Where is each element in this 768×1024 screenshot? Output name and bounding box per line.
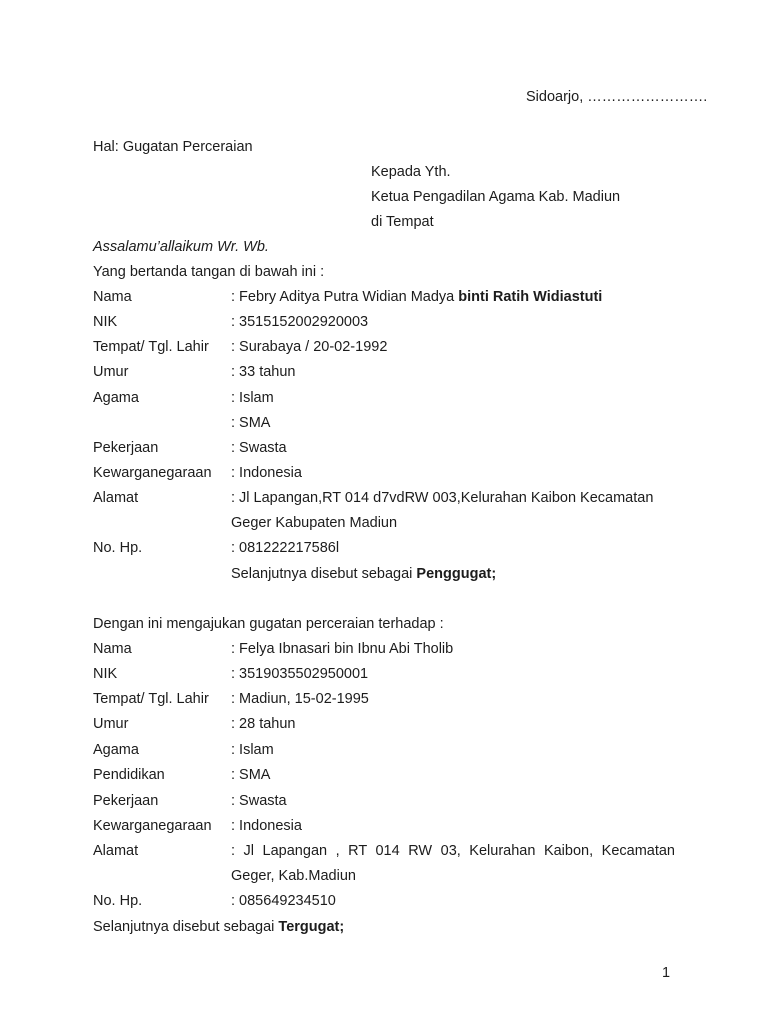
recipient-line-3: di Tempat bbox=[371, 214, 434, 230]
defendant-alamat-value-1: : Jl Lapangan , RT 014 RW 03, Kelurahan Kaibon, Kecamatan bbox=[231, 843, 675, 859]
plaintiff-ttl-value: : Surabaya / 20-02-1992 bbox=[231, 339, 388, 355]
plaintiff-pekerjaan-value: : Swasta bbox=[231, 440, 287, 456]
defendant-hp-label: No. Hp. bbox=[93, 893, 143, 909]
plaintiff-kwn-value: : Indonesia bbox=[231, 465, 302, 481]
defendant-alamat-label: Alamat bbox=[93, 843, 139, 859]
defendant-pendidikan-label: Pendidikan bbox=[93, 767, 165, 783]
defendant-nik-value: : 3519035502950001 bbox=[231, 666, 369, 682]
plaintiff-nik-label: NIK bbox=[93, 314, 118, 330]
plaintiff-ttl-label: Tempat/ Tgl. Lahir bbox=[93, 339, 209, 355]
defendant-pekerjaan-value: : Swasta bbox=[231, 793, 287, 809]
plaintiff-agama-label: Agama bbox=[93, 390, 139, 406]
plaintiff-alamat-value-2: Geger Kabupaten Madiun bbox=[231, 515, 398, 531]
recipient-line-2: Ketua Pengadilan Agama Kab. Madiun bbox=[371, 189, 621, 205]
plaintiff-kwn-label: Kewarganegaraan bbox=[93, 465, 212, 481]
defendant-ttl-value: : Madiun, 15-02-1995 bbox=[231, 691, 369, 707]
defendant-nik-label: NIK bbox=[93, 666, 118, 682]
defendant-alamat-value-2: Geger, Kab.Madiun bbox=[231, 868, 356, 884]
plaintiff-umur-value: : 33 tahun bbox=[231, 364, 296, 380]
defendant-nama-value: : Felya Ibnasari bin Ibnu Abi Tholib bbox=[231, 641, 454, 657]
defendant-agama-label: Agama bbox=[93, 742, 139, 758]
defendant-umur-label: Umur bbox=[93, 716, 129, 732]
defendant-pendidikan-value: : SMA bbox=[231, 767, 271, 783]
defendant-umur-value: : 28 tahun bbox=[231, 716, 296, 732]
defendant-pekerjaan-label: Pekerjaan bbox=[93, 793, 159, 809]
defendant-designation: Selanjutnya disebut sebagai Tergugat; bbox=[93, 919, 345, 935]
plaintiff-hp-label: No. Hp. bbox=[93, 540, 143, 556]
plaintiff-nik-value: : 3515152002920003 bbox=[231, 314, 369, 330]
place-date: Sidoarjo, ……………………. bbox=[526, 89, 708, 105]
plaintiff-pendidikan-value: : SMA bbox=[231, 415, 271, 431]
plaintiff-nama-value: : Febry Aditya Putra Widian Madya binti Ratih Widiastuti bbox=[231, 289, 603, 305]
defendant-hp-value: : 085649234510 bbox=[231, 893, 336, 909]
letter-subject: Hal: Gugatan Perceraian bbox=[93, 139, 253, 155]
plaintiff-agama-value: : Islam bbox=[231, 390, 274, 406]
plaintiff-alamat-label: Alamat bbox=[93, 490, 139, 506]
plaintiff-umur-label: Umur bbox=[93, 364, 129, 380]
plaintiff-alamat-value-1: : Jl Lapangan,RT 014 d7vdRW 003,Kelurahan Kaibon Kecamatan bbox=[231, 490, 654, 506]
transition-text: Dengan ini mengajukan gugatan perceraian terhadap : bbox=[93, 616, 444, 632]
defendant-ttl-label: Tempat/ Tgl. Lahir bbox=[93, 691, 209, 707]
plaintiff-designation: Selanjutnya disebut sebagai Penggugat; bbox=[231, 566, 497, 582]
defendant-nama-label: Nama bbox=[93, 641, 132, 657]
intro-text: Yang bertanda tangan di bawah ini : bbox=[93, 264, 325, 280]
page-number: 1 bbox=[662, 965, 671, 981]
defendant-kwn-value: : Indonesia bbox=[231, 818, 302, 834]
plaintiff-pekerjaan-label: Pekerjaan bbox=[93, 440, 159, 456]
plaintiff-hp-value: : 081222217586l bbox=[231, 540, 340, 556]
defendant-agama-value: : Islam bbox=[231, 742, 274, 758]
recipient-line-1: Kepada Yth. bbox=[371, 164, 451, 180]
defendant-kwn-label: Kewarganegaraan bbox=[93, 818, 212, 834]
plaintiff-nama-label: Nama bbox=[93, 289, 132, 305]
greeting: Assalamu’allaikum Wr. Wb. bbox=[93, 239, 269, 255]
